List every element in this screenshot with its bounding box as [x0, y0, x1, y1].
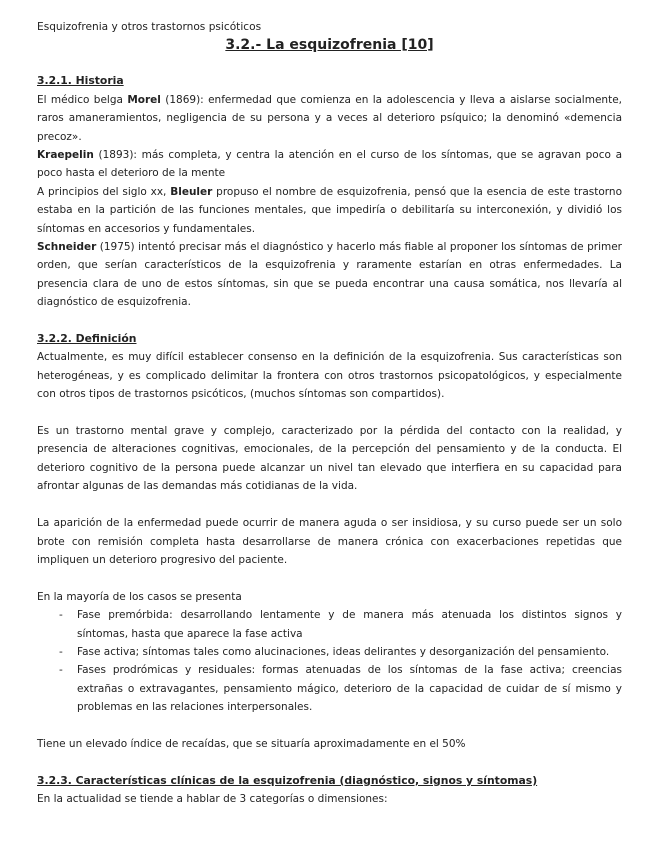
spacer [37, 496, 622, 514]
list-item-text: Fase premórbida: desarrollando lentamente y de manera más atenuada los distintos signos y síntomas, hasta que aparece la fase activa [77, 609, 622, 640]
spacer [37, 569, 622, 587]
dash-bullet: - [59, 645, 63, 658]
text-run: A principios del siglo xx, [37, 185, 171, 198]
spacer [37, 54, 622, 72]
list-item [59, 643, 622, 661]
dash-bullet: - [59, 609, 63, 622]
text-run: (1869): enfermedad que comienza en la adolescencia y lleva a aislarse socialmente, raros amaneramientos, negligencia de su persona y a veces al deterioro psíquico; la denominó «demencia precoz». [37, 93, 622, 143]
bold-name: Morel [127, 93, 161, 106]
text-run: propuso el nombre de esquizofrenia, pensó que la esencia de este trastorno estaba en la partición de las funciones mentales, que impediría o debilitaría su interconexión, y dividió los síntomas en accesorios y fundamentales. [37, 185, 622, 235]
phase-list [37, 606, 622, 716]
dash-bullet: - [59, 664, 63, 677]
spacer [37, 312, 622, 330]
paragraph-bleuler [37, 183, 622, 238]
text-run: (1975) intentó precisar más el diagnóstico y hacerlo más fiable al proponer los síntomas de primer orden, que serían característicos de la esquizofrenia y raramente estarían en otras enfermedades. La presencia clara de uno de estos síntomas, sin que se pueda encontrar una causa somática, nos llevaría al diagnóstico de esquizofrenia. [37, 241, 622, 309]
bold-name: Kraepelin [37, 149, 94, 162]
spacer [37, 753, 622, 771]
paragraph-definicion-3: La aparición de la enfermedad puede ocurrir de manera aguda o ser insidiosa, y su curso puede ser un solo brote con remisión completa hasta desarrollarse de manera crónica con exacerbaciones repetidas que impliquen un deterioro progresivo del paciente. [37, 517, 622, 566]
section-heading-historia: 3.2.1. Historia [37, 74, 124, 88]
list-item [59, 606, 622, 643]
spacer [37, 404, 622, 422]
paragraph-schneider [37, 238, 622, 312]
list-item [59, 661, 622, 716]
paragraph-kraepelin [37, 146, 622, 183]
section-heading-definicion: 3.2.2. Definición [37, 332, 137, 346]
bold-name: Bleuler [170, 185, 213, 198]
text-run: El médico belga [37, 93, 128, 106]
list-item-text: Fases prodrómicas y residuales: formas atenuadas de los síntomas de la fase activa; creencias extrañas o extravagantes, pensamiento mágico, deterioro de la capacidad de cuidar de sí mismo y problemas en las relaciones interpersonales. [77, 664, 622, 714]
spacer [37, 717, 622, 735]
paragraph-definicion-2: Es un trastorno mental grave y complejo, caracterizado por la pérdida del contacto con la realidad, y presencia de alteraciones cognitivas, emocionales, de la percepción del pensamiento y de la conducta. El deterioro cognitivo de la persona puede alcanzar un nivel tan elevado que interfiera en su capacidad para afrontar algunas de las demandas más cotidianas de la vida. [37, 425, 622, 493]
paragraph-morel [37, 91, 622, 146]
page-title: 3.2.- La esquizofrenia [10] [225, 37, 434, 53]
paragraph-recaidas: Tiene un elevado índice de recaídas, que se situaría aproximadamente en el 50% [37, 737, 466, 750]
running-header: Esquizofrenia y otros trastornos psicóticos [37, 21, 262, 33]
bold-name: Schneider [37, 241, 97, 254]
text-run: (1893): más completa, y centra la atención en el curso de los síntomas, que se agravan poco a poco hasta el deterioro de la mente [37, 149, 622, 180]
paragraph-definicion-1: Actualmente, es muy difícil establecer consenso en la definición de la esquizofrenia. Sus características son heterogéneas, y es complicado delimitar la frontera con otros trastornos psicopatológicos, y especialmente con otros tipos de trastornos psicóticos, (muchos síntomas son compartidos). [37, 351, 622, 401]
section-heading-caracteristicas: 3.2.3. Características clínicas de la esquizofrenia (diagnóstico, signos y síntomas) [37, 773, 538, 787]
list-item-text: Fase activa; síntomas tales como alucinaciones, ideas delirantes y desorganización del pensamiento. [77, 645, 610, 658]
paragraph-categorias: En la actualidad se tiende a hablar de 3 categorías o dimensiones: [37, 793, 388, 806]
paragraph-definicion-4: En la mayoría de los casos se presenta [37, 590, 242, 603]
